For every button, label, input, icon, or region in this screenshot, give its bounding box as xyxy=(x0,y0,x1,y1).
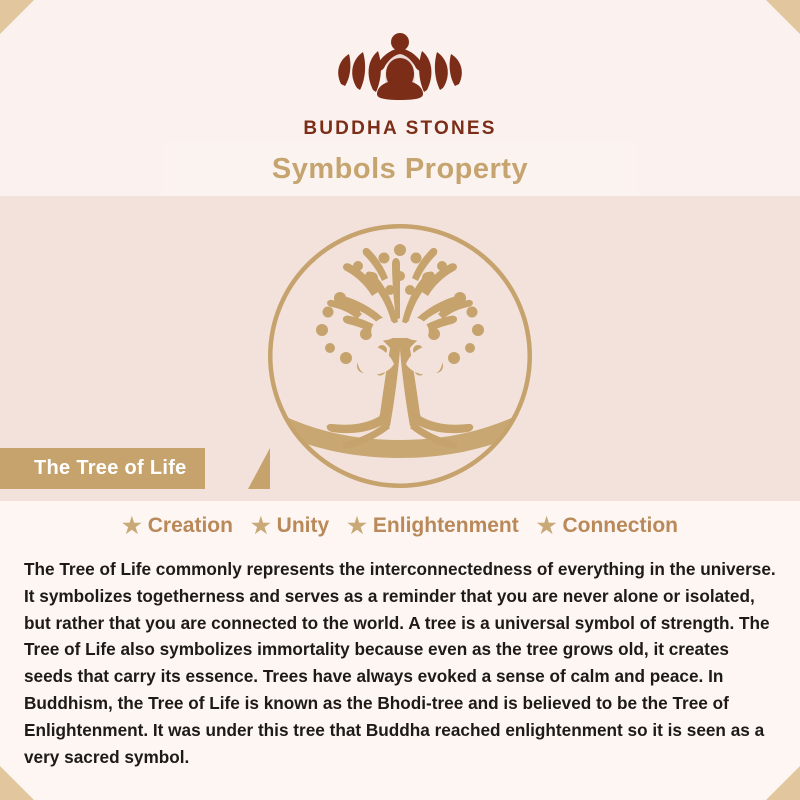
corner-decoration-bottom-right xyxy=(766,766,800,800)
keyword-item xyxy=(122,514,233,538)
star-icon: ★ xyxy=(536,513,557,538)
description-paragraph: The Tree of Life commonly represents the interconnectedness of everything in the universe. It symbolizes togetherness and serves as a reminder that you are never alone or isolated, but rather that you are connected to the world. A tree is a universal symbol of strength. The Tree of Life also symbolizes immortality because even as the tree grows old, it creates seeds that carry its essence. Trees have always evoked a sense of calm and peace. In Buddhism, the Tree of Life is known as the Bhodi-tree and is believed to be the Tree of Enlightenment. It was under this tree that Buddha reached enlightenment so it is seen as a very sacred symbol. xyxy=(24,559,776,767)
star-icon: ★ xyxy=(347,513,367,538)
page-title: Symbols Property xyxy=(271,152,529,185)
keyword-label: Creation xyxy=(147,514,233,537)
star-icon: ★ xyxy=(122,513,142,538)
keyword-item xyxy=(347,514,519,538)
keyword-label: Enlightenment xyxy=(372,514,519,537)
keyword-item xyxy=(251,514,329,538)
lotus-meditation-figure-icon xyxy=(305,18,495,114)
keyword-list xyxy=(0,514,800,538)
section-ribbon xyxy=(0,448,205,489)
brand-logo xyxy=(0,18,800,140)
keyword-label: Connection xyxy=(562,514,678,537)
tree-of-life-icon xyxy=(262,218,538,494)
section-ribbon-label: The Tree of Life xyxy=(34,457,187,479)
brand-name: BUDDHA STONES xyxy=(303,118,497,139)
keyword-label: Unity xyxy=(276,514,330,537)
section-ribbon-tail xyxy=(248,448,270,489)
keyword-item xyxy=(537,514,678,538)
corner-decoration-bottom-left xyxy=(0,766,34,800)
star-icon: ★ xyxy=(250,513,271,538)
title-strip xyxy=(163,142,637,196)
